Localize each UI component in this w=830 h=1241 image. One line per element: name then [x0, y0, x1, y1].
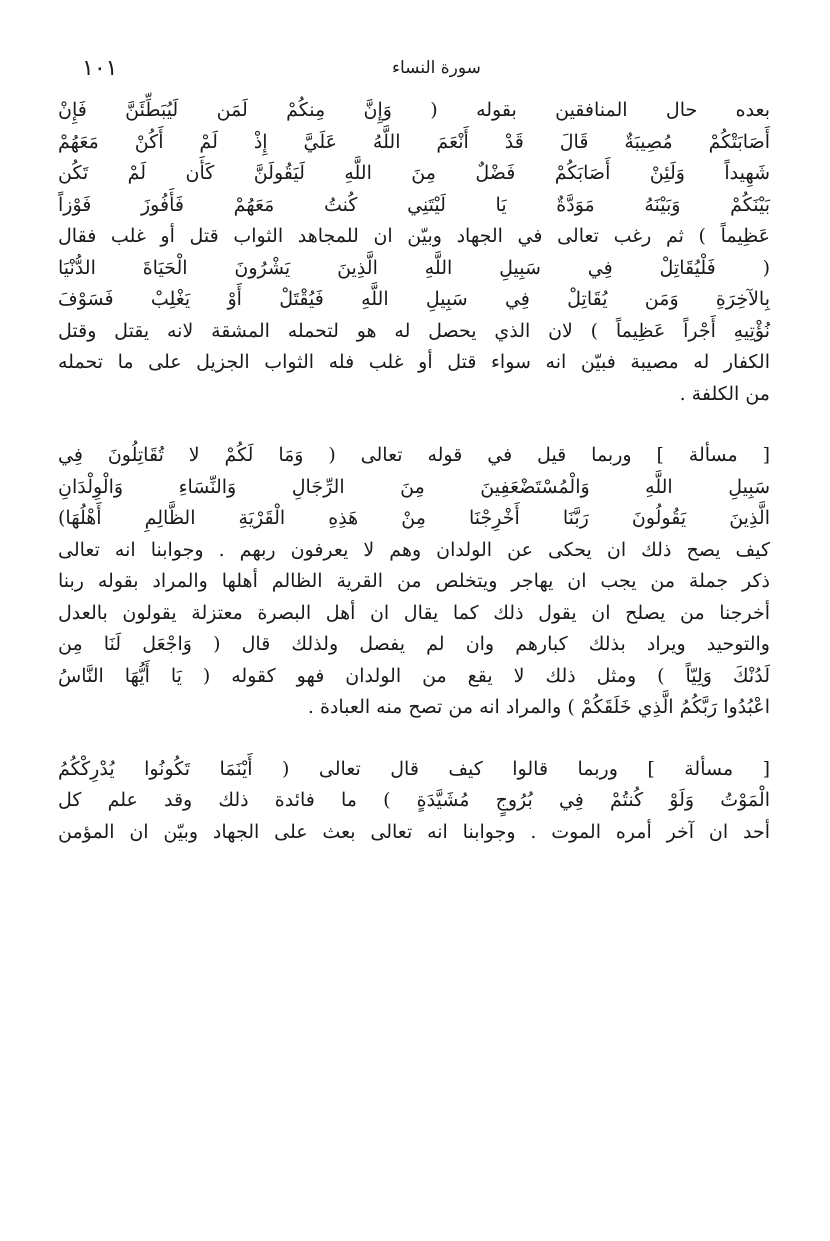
text-line: ذكر جملة من يجب ان يهاجر ويتخلص من القرية الظالم أهلها والمراد بقوله ربنا: [58, 570, 770, 592]
text-line: لَدُنْكَ وَلِيّاً ) ومثل ذلك لا يقع من الولدان فهو كقوله ( يَا أَيُّهَا النَّاسُ: [58, 664, 770, 687]
paragraph-3: [58, 754, 770, 849]
text-line: أحد ان آخر أمره الموت . وجوابنا انه تعالى بعث على الجهاد وبيّن ان المؤمن: [58, 820, 770, 843]
text-line: [ مسألة ] وربما قيل في قوله تعالى ( وَمَا لَكُمْ لا تُقَاتِلُونَ فِي: [58, 444, 770, 466]
text-line: الَّذِينَ يَقُولُونَ رَبَّنَا أَخْرِجْنَا مِنْ هَذِهِ الْقَرْيَةِ الظَّالِمِ أَهْلُهَا): [58, 507, 770, 529]
text-line: اعْبُدُوا رَبَّكُمُ الَّذِي خَلَقَكُمْ ) والمراد انه من تصح منه العبادة .: [307, 696, 770, 718]
paragraph-1: [58, 95, 770, 410]
text-line: أخرجنا من يصلح ان يقول ذلك كما يقال ان أهل البصرة معتزلة يقولون بالعدل: [58, 601, 770, 624]
page-number: ١٠١: [82, 56, 118, 81]
text-line: كيف يصح ذلك ان يحكى عن الولدان وهم لا يعرفون ربهم . وجوابنا انه تعالى: [58, 538, 770, 561]
running-title: سورة النساء: [392, 58, 481, 78]
text-line: الْمَوْتُ وَلَوْ كُنتُمْ فِي بُرُوجٍ مُشَيَّدَةٍ ) ما فائدة ذلك وقد علم كل: [58, 789, 770, 811]
text-line: بعده حال المنافقين بقوله ( وَإِنَّ مِنكُمْ لَمَن لَيُبَطِّئَنَّ فَإِنْ: [58, 99, 770, 121]
text-line: نُؤْتِيهِ أَجْراً عَظِيماً ) لان الذي يحصل له هو لتحمله المشقة لانه يقتل وقتل: [58, 319, 770, 342]
text-line: سَبِيلِ اللَّهِ وَالْمُسْتَضْعَفِينَ مِنَ الرِّجَالِ وَالنِّسَاءِ وَالْوِلْدَانِ: [58, 475, 770, 498]
paragraph-2: [58, 440, 770, 724]
text-line: بِالآخِرَةِ وَمَن يُقَاتِلْ فِي سَبِيلِ اللَّهِ فَيُقْتَلْ أَوْ يَغْلِبْ فَسَوْفَ: [58, 288, 770, 310]
text-line: شَهِيداً وَلَئِنْ أَصَابَكُمْ فَضْلٌ مِنَ اللَّهِ لَيَقُولَنَّ كَأَن لَمْ تَكُن: [58, 162, 770, 184]
text-line: الكفار له مصيبة فبيّن انه سواء قتل أو غلب فله الثواب الجزيل على ما تحمله: [58, 351, 770, 373]
text-line: عَظِيماً ) ثم رغب تعالى في الجهاد وبيّن ان للمجاهد الثواب قتل أو غلب فقال: [58, 225, 770, 247]
text-line: [ مسألة ] وربما قالوا كيف قال تعالى ( أَيْنَمَا تَكُونُوا يُدْرِكْكُمُ: [58, 757, 770, 780]
text-line: ( فَلْيُقَاتِلْ فِي سَبِيلِ اللَّهِ الَّذِينَ يَشْرُونَ الْحَيَاةَ الدُّنْيَا: [58, 256, 770, 279]
text-line: بَيْنَكُمْ وَبَيْنَهُ مَوَدَّةٌ يَا لَيْتَنِي كُنتُ مَعَهُمْ فَأَفُوزَ فَوْزاً: [58, 193, 770, 216]
text-line: أَصَابَتْكُمْ مُصِيبَةٌ قَالَ قَدْ أَنْعَمَ اللَّهُ عَلَيَّ إِذْ لَمْ أَكُنْ مَعَهُمْ: [58, 130, 770, 153]
page-header: [72, 48, 772, 84]
text-line: والتوحيد ويراد بذلك كبارهم وان لم يفصل ولذلك قال ( وَاجْعَل لَنَا مِن: [58, 633, 770, 655]
page-body: [58, 95, 770, 848]
text-line: من الكلفة .: [679, 382, 770, 405]
